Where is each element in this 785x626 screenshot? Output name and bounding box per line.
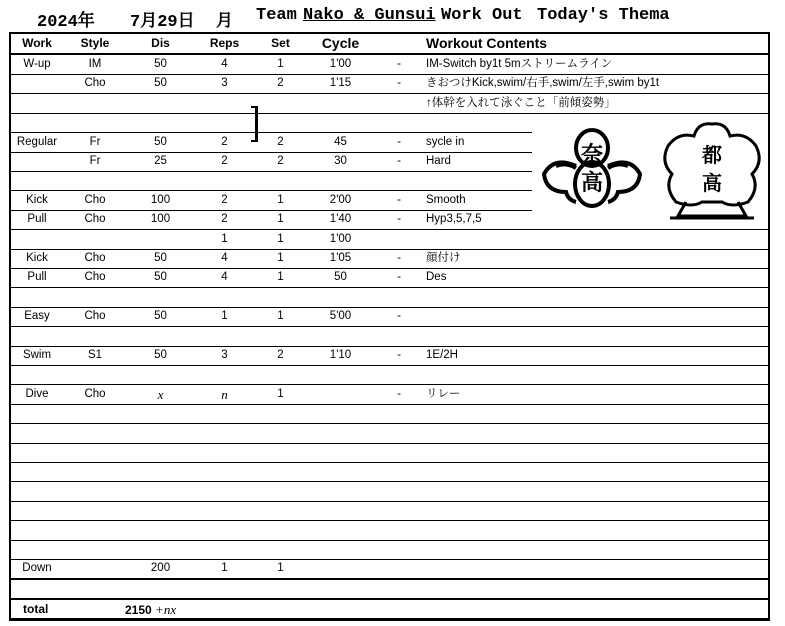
cell-dis	[129, 540, 192, 559]
table-row	[11, 385, 768, 405]
cell-dis: 50	[154, 310, 167, 322]
total-distance	[125, 600, 176, 619]
cell-style	[65, 501, 125, 520]
cell-reps: 4	[221, 252, 228, 264]
cell-reps	[193, 288, 256, 307]
cell-style	[65, 113, 125, 132]
table-row	[11, 424, 768, 444]
cell-content: sycle in	[426, 136, 465, 148]
table-row	[11, 249, 768, 269]
cell-cycle	[309, 540, 372, 559]
cell-style	[65, 365, 125, 384]
header-style: Style	[80, 36, 110, 50]
cell-dis	[129, 501, 192, 520]
cell-dash	[389, 327, 409, 346]
cell-cycle	[309, 559, 372, 578]
cell-cycle: 50	[334, 271, 347, 283]
cell-cycle: 45	[334, 136, 347, 148]
cell-dis	[129, 404, 192, 423]
cell-cycle	[309, 113, 372, 132]
cell-style: Cho	[84, 194, 106, 206]
cell-dash	[389, 94, 409, 113]
cell-reps	[193, 501, 256, 520]
table-row	[11, 443, 768, 463]
cell-cycle	[309, 462, 372, 481]
cell-dash	[389, 424, 409, 443]
right-emblem-text-1: 都	[702, 143, 722, 167]
cell-work	[11, 404, 63, 423]
table-row	[11, 268, 768, 288]
cell-cycle	[309, 424, 372, 443]
cell-set	[253, 462, 308, 481]
cell-cycle: 30	[334, 155, 347, 167]
cell-work	[11, 94, 63, 113]
regular-set-bracket	[251, 106, 258, 142]
cell-dis: 25	[154, 155, 167, 167]
cell-work	[11, 152, 63, 171]
cell-set: 1	[277, 271, 284, 283]
cell-cycle	[309, 327, 372, 346]
cell-dis: 50	[154, 252, 167, 264]
table-row	[11, 346, 768, 366]
cell-dash: -	[397, 310, 401, 322]
cell-cycle: 1'05	[329, 252, 352, 264]
cell-reps: 2	[221, 136, 228, 148]
table-row	[11, 404, 768, 424]
title-date: 7月29日	[130, 13, 195, 32]
cell-set	[253, 171, 308, 190]
cell-work	[11, 230, 63, 249]
title-weekday: 月	[216, 13, 233, 32]
cell-cycle	[309, 579, 372, 598]
title-team-name: Nako & Gunsui	[303, 6, 436, 25]
title-year: 2024年	[37, 13, 95, 32]
cell-content: きおつけKick,swim/右手,swim/左手,swim by1t	[426, 77, 660, 89]
cell-dash: -	[397, 194, 401, 206]
cell-dis	[129, 443, 192, 462]
cell-reps	[193, 94, 256, 113]
cell-dash: -	[397, 155, 401, 167]
cell-work	[11, 365, 63, 384]
cell-reps: 2	[221, 155, 228, 167]
cell-style	[65, 540, 125, 559]
table-row	[11, 74, 768, 94]
cell-style	[65, 521, 125, 540]
cell-style: Fr	[89, 136, 101, 148]
cell-reps	[193, 462, 256, 481]
cell-work	[11, 171, 63, 190]
cell-style	[65, 462, 125, 481]
title-bar	[0, 0, 785, 32]
cell-dash	[389, 288, 409, 307]
cell-reps: 4	[221, 58, 228, 70]
cell-set	[253, 327, 308, 346]
cell-cycle	[309, 404, 372, 423]
cell-reps	[193, 443, 256, 462]
cell-content: 1E/2H	[426, 349, 458, 361]
cell-set	[253, 540, 308, 559]
header-cycle: Cycle	[321, 35, 360, 51]
cell-content	[426, 443, 766, 462]
cell-dis: 50	[154, 349, 167, 361]
cell-style	[65, 579, 125, 598]
cell-dash: -	[397, 349, 401, 361]
cell-reps: 3	[221, 77, 228, 89]
cell-dis	[129, 94, 192, 113]
cell-style: Cho	[84, 388, 106, 400]
cell-set	[253, 579, 308, 598]
cell-content	[426, 521, 766, 540]
header-work: Work	[22, 36, 52, 50]
logo-area	[532, 118, 768, 222]
table-row	[11, 521, 768, 541]
cell-dash: -	[397, 252, 401, 264]
cell-style: Cho	[84, 310, 106, 322]
cell-work	[11, 462, 63, 481]
cell-cycle	[309, 482, 372, 501]
cell-reps	[193, 540, 256, 559]
cell-set: 2	[277, 349, 284, 361]
cell-cycle	[309, 94, 372, 113]
cell-dis	[129, 113, 192, 132]
cell-work: Pull	[27, 271, 47, 283]
cell-style: S1	[87, 349, 103, 361]
cell-set	[253, 501, 308, 520]
cell-content	[426, 424, 766, 443]
cell-work	[11, 501, 63, 520]
table-row	[11, 501, 768, 521]
cell-reps	[193, 579, 256, 598]
cell-work	[11, 521, 63, 540]
cell-style	[65, 482, 125, 501]
cell-set: 1	[277, 252, 284, 264]
left-school-emblem	[536, 118, 648, 218]
cell-content	[426, 365, 766, 384]
table-row	[11, 307, 768, 327]
cell-reps	[193, 424, 256, 443]
cell-content: リレー	[426, 388, 461, 400]
cell-work	[11, 327, 63, 346]
cell-work: Kick	[26, 252, 48, 264]
cell-content	[426, 307, 766, 326]
cell-set	[253, 424, 308, 443]
cell-dis: x	[157, 387, 164, 402]
cell-set: 1	[277, 388, 284, 400]
cell-style	[65, 94, 125, 113]
cell-dash	[389, 404, 409, 423]
cell-set: 1	[277, 562, 284, 574]
cell-set: 2	[277, 136, 284, 148]
cell-set	[253, 288, 308, 307]
cell-dash: -	[397, 213, 401, 225]
title-thema: Today's Thema	[537, 6, 670, 25]
cell-work	[11, 424, 63, 443]
cell-dis: 200	[150, 562, 171, 574]
cell-content	[426, 404, 766, 423]
cell-work: W-up	[23, 58, 51, 70]
header-set: Set	[271, 36, 290, 50]
cell-dis: 50	[154, 271, 167, 283]
cell-work: Easy	[24, 310, 50, 322]
cell-style	[65, 559, 125, 578]
cell-work	[11, 113, 63, 132]
cell-work	[11, 579, 63, 598]
cell-set: 1	[277, 233, 284, 245]
cell-set	[253, 113, 308, 132]
cell-set: 1	[277, 310, 284, 322]
cell-work: Pull	[27, 213, 47, 225]
cell-work	[11, 443, 63, 462]
cell-style: Cho	[84, 77, 106, 89]
cell-content: IM-Switch by1t 5mストリームライン	[426, 58, 613, 70]
table-row	[11, 230, 768, 250]
cell-set	[253, 482, 308, 501]
cell-content: Des	[426, 271, 447, 283]
total-distance-value: 2150	[125, 603, 152, 617]
cell-dis	[129, 327, 192, 346]
cell-dash	[389, 462, 409, 481]
cell-work	[11, 482, 63, 501]
right-school-emblem	[656, 118, 768, 222]
cell-reps	[193, 482, 256, 501]
header-contents: Workout Contents	[426, 35, 548, 51]
cell-cycle: 1'00	[329, 233, 352, 245]
cell-content: 顔付け	[426, 252, 461, 264]
header-reps: Reps	[209, 36, 240, 50]
title-work-out: Work Out	[441, 6, 523, 25]
cell-dash: -	[397, 136, 401, 148]
cell-reps: 3	[221, 349, 228, 361]
cell-content: Hard	[426, 155, 451, 167]
cell-dash: -	[397, 388, 401, 400]
total-distance-extra: +nx	[155, 602, 177, 617]
cell-set: 2	[277, 77, 284, 89]
cell-reps: 4	[221, 271, 228, 283]
header-row	[11, 34, 768, 55]
cell-content	[426, 230, 766, 249]
cell-dis	[129, 579, 192, 598]
cell-style	[65, 288, 125, 307]
cell-cycle: 2'00	[329, 194, 352, 206]
cell-dis	[129, 462, 192, 481]
cell-content	[426, 540, 766, 559]
cell-set: 1	[277, 213, 284, 225]
table-row	[11, 288, 768, 308]
cell-reps: 2	[221, 194, 228, 206]
cell-work: Regular	[16, 136, 58, 148]
cell-cycle: 1'15	[329, 77, 352, 89]
cell-reps: 1	[221, 310, 228, 322]
cell-dis: 50	[154, 58, 167, 70]
cell-cycle: 1'00	[329, 58, 352, 70]
cell-dis	[129, 482, 192, 501]
cell-content	[426, 462, 766, 481]
cell-cycle: 1'40	[329, 213, 352, 225]
cell-content: Hyp3,5,7,5	[426, 213, 482, 225]
cell-dis: 50	[154, 136, 167, 148]
cell-dash	[389, 559, 409, 578]
cell-cycle	[309, 501, 372, 520]
table-row	[11, 482, 768, 502]
cell-content: Smooth	[426, 194, 466, 206]
header-dis: Dis	[151, 36, 170, 50]
cell-content	[426, 579, 766, 598]
table-row	[11, 327, 768, 347]
cell-reps: 1	[221, 562, 228, 574]
cell-reps	[193, 171, 256, 190]
cell-style	[65, 171, 125, 190]
cell-dis	[129, 230, 192, 249]
total-row	[11, 600, 768, 619]
cell-style: Cho	[84, 271, 106, 283]
cell-style: Cho	[84, 213, 106, 225]
cell-dash	[389, 171, 409, 190]
table-row	[11, 94, 768, 114]
cell-content	[426, 327, 766, 346]
cell-reps: 2	[221, 213, 228, 225]
table-row	[11, 365, 768, 385]
cell-content	[426, 559, 766, 578]
cell-dis: 50	[154, 77, 167, 89]
cell-cycle	[309, 521, 372, 540]
cell-set	[253, 443, 308, 462]
cell-dash: -	[397, 77, 401, 89]
cell-cycle: 1'10	[329, 349, 352, 361]
cell-style	[65, 327, 125, 346]
table-row	[11, 55, 768, 75]
table-row	[11, 462, 768, 482]
right-emblem-text-2: 高	[702, 171, 722, 195]
cell-work: Dive	[25, 388, 49, 400]
cell-set: 1	[277, 194, 284, 206]
cell-dis	[129, 365, 192, 384]
cell-dash	[389, 540, 409, 559]
cell-reps	[193, 113, 256, 132]
cell-reps	[193, 365, 256, 384]
cell-dash	[389, 230, 409, 249]
cell-dash	[389, 579, 409, 598]
cell-dis	[129, 171, 192, 190]
cell-dash: -	[397, 58, 401, 70]
cell-set	[253, 94, 308, 113]
cell-dash	[389, 521, 409, 540]
cell-work	[11, 74, 63, 93]
cell-content	[426, 288, 766, 307]
cell-set	[253, 365, 308, 384]
title-team-prefix: Team	[256, 6, 297, 25]
cell-work	[11, 288, 63, 307]
cell-dash: -	[397, 271, 401, 283]
cell-work: Down	[22, 562, 52, 574]
cell-set: 2	[277, 155, 284, 167]
cell-cycle: 5'00	[329, 310, 352, 322]
cell-dis: 100	[150, 194, 171, 206]
cell-dis	[129, 288, 192, 307]
cell-content	[426, 501, 766, 520]
cell-dis	[129, 424, 192, 443]
total-label: total	[23, 602, 49, 616]
cell-style	[65, 404, 125, 423]
cell-dash	[389, 365, 409, 384]
cell-dis: 100	[150, 213, 171, 225]
cell-work: Kick	[26, 194, 48, 206]
table-row	[11, 579, 768, 600]
cell-content: ↑体幹を入れて泳ぐこと「前傾姿勢」	[426, 97, 616, 109]
cell-cycle	[309, 385, 372, 404]
cell-dis	[129, 521, 192, 540]
cell-style	[65, 424, 125, 443]
cell-set	[253, 404, 308, 423]
cell-cycle	[309, 288, 372, 307]
cell-reps	[193, 404, 256, 423]
cell-cycle	[309, 443, 372, 462]
cell-work	[11, 540, 63, 559]
cell-reps	[193, 521, 256, 540]
cell-dash	[389, 482, 409, 501]
cell-style: Cho	[84, 252, 106, 264]
cell-dash	[389, 443, 409, 462]
cell-cycle	[309, 171, 372, 190]
cell-reps: n	[221, 387, 228, 402]
cell-dash	[389, 113, 409, 132]
cell-content	[426, 482, 766, 501]
cell-dash	[389, 501, 409, 520]
left-emblem-text-2: 高	[580, 171, 604, 196]
cell-reps: 1	[221, 233, 228, 245]
cell-style: Fr	[89, 155, 101, 167]
table-row	[11, 559, 768, 580]
bottom-border	[9, 618, 770, 621]
cell-cycle	[309, 365, 372, 384]
cell-set: 1	[277, 58, 284, 70]
cell-work: Swim	[22, 349, 52, 361]
cell-style	[65, 230, 125, 249]
cell-style: IM	[88, 58, 102, 70]
cell-style	[65, 443, 125, 462]
left-emblem-text-1: 奈	[580, 143, 604, 168]
table-row	[11, 540, 768, 560]
cell-reps	[193, 327, 256, 346]
cell-set	[253, 521, 308, 540]
